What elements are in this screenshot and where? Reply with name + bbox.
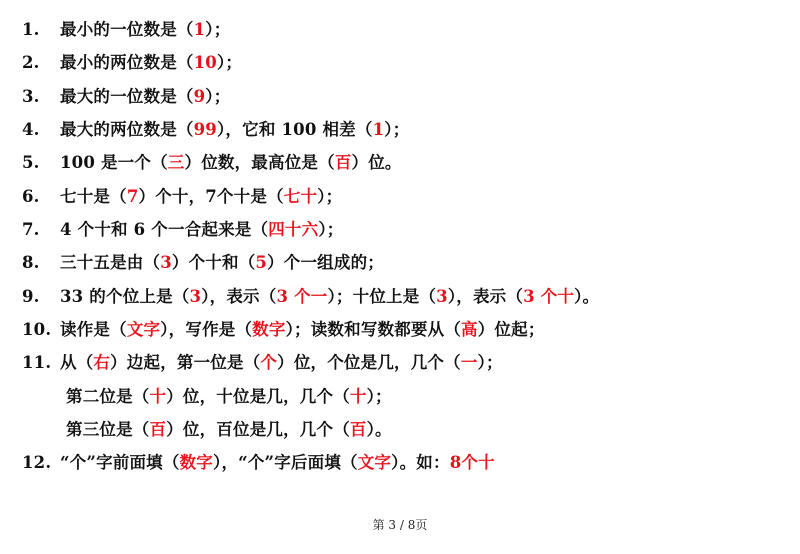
- question-text: ）；十位上是（: [327, 287, 437, 306]
- answer-text: 个: [260, 353, 278, 372]
- question-number: 7.: [22, 220, 40, 239]
- question-number: 1.: [22, 20, 40, 39]
- question-text: ）；: [366, 387, 392, 406]
- question-number: 8.: [22, 253, 40, 272]
- question-text: ）位，个位是几，几个（: [277, 353, 461, 372]
- question-text: ）位数，最高位是（: [184, 153, 335, 172]
- answer-text: 高: [461, 320, 478, 339]
- question-text: ），写作是（: [160, 320, 253, 339]
- question-text: ）；: [318, 220, 344, 239]
- answer-text: 四十六: [268, 220, 319, 239]
- question-text: 读作是（: [60, 320, 127, 339]
- question-text: ）；: [205, 87, 231, 106]
- answer-text: 百: [349, 420, 367, 439]
- question-text: ）；: [205, 20, 231, 39]
- question-line: [66, 384, 392, 410]
- question-text: 最大的一位数是（: [60, 87, 194, 106]
- question-text: ）。: [366, 420, 392, 439]
- question-text: ）位，百位是几，几个（: [166, 420, 350, 439]
- answer-text: 数字: [179, 453, 213, 472]
- question-number: 10.: [22, 320, 52, 339]
- answer-text: 3: [189, 287, 202, 306]
- question-line: [66, 417, 392, 443]
- answer-text: 三: [167, 153, 185, 172]
- question-line: [22, 50, 242, 76]
- question-line: [22, 450, 495, 476]
- question-number: 9.: [22, 287, 40, 306]
- question-line: [22, 350, 503, 376]
- question-number: 11.: [22, 353, 52, 372]
- question-number: 4.: [22, 120, 40, 139]
- question-text: ）。: [574, 287, 600, 306]
- answer-text: 1: [193, 20, 206, 39]
- answer-text: 10: [193, 53, 217, 72]
- question-line: [22, 250, 384, 276]
- answer-text: 1: [372, 120, 385, 139]
- answer-text: 3 个十: [523, 287, 575, 306]
- answer-text: 99: [193, 120, 217, 139]
- question-number: 3.: [22, 87, 40, 106]
- question-text: “个”字前面填（: [60, 453, 180, 472]
- question-text: ），“个”字后面填（: [213, 453, 358, 472]
- question-text: 最小的两位数是（: [60, 53, 194, 72]
- answer-text: 8个十: [449, 453, 495, 472]
- answer-text: 文字: [126, 320, 161, 339]
- question-line: [22, 17, 230, 43]
- question-text: ）位。: [351, 153, 402, 172]
- question-text: 从（: [60, 353, 94, 372]
- answer-text: 十: [349, 387, 367, 406]
- question-text: ），表示（: [201, 287, 277, 306]
- question-text: 33 的个位上是（: [60, 287, 190, 306]
- question-text: ）；: [317, 187, 343, 206]
- question-text: 七十是（: [60, 187, 127, 206]
- question-line: [22, 317, 545, 343]
- answer-text: 百: [149, 420, 167, 439]
- question-text: 最大的两位数是（: [60, 120, 194, 139]
- question-text: ）位起；: [477, 320, 545, 339]
- answer-text: 文字: [357, 453, 392, 472]
- question-line: [22, 184, 342, 210]
- question-line: [22, 84, 230, 110]
- question-text: ）个一组成的；: [267, 253, 384, 272]
- answer-text: 七十: [283, 187, 318, 206]
- question-line: [22, 150, 402, 176]
- answer-text: 十: [149, 387, 167, 406]
- question-number: 6.: [22, 187, 40, 206]
- question-text: ）；读数和写数都要从（: [285, 320, 462, 339]
- question-text: ）个十和（: [171, 253, 256, 272]
- question-text: ）个十，7个十是（: [138, 187, 284, 206]
- question-text: 第二位是（: [66, 387, 150, 406]
- answer-text: 一: [460, 353, 478, 372]
- question-text: ）边起，第一位是（: [110, 353, 261, 372]
- question-text: ）；: [216, 53, 243, 72]
- question-text: 4 个十和 6 个一合起来是（: [60, 220, 269, 239]
- question-text: ）；: [384, 120, 410, 139]
- page-footer: 第 3 / 8页: [372, 518, 428, 532]
- question-text: ），它和 100 相差（: [216, 120, 373, 139]
- question-line: [22, 217, 343, 243]
- question-text: ），表示（: [447, 287, 524, 306]
- question-text: ）。如：: [391, 453, 450, 472]
- answer-text: 3 个一: [276, 287, 328, 306]
- question-text: 第三位是（: [66, 420, 150, 439]
- answer-text: 右: [93, 353, 111, 372]
- question-line: [22, 284, 599, 310]
- question-text: ）；: [477, 353, 503, 372]
- question-number: 5.: [22, 153, 40, 172]
- answer-text: 百: [334, 153, 352, 172]
- question-number: 2.: [22, 53, 40, 72]
- answer-text: 3: [436, 287, 448, 306]
- answer-text: 9: [193, 87, 206, 106]
- question-text: ）位，十位是几，几个（: [166, 387, 350, 406]
- answer-text: 7: [126, 187, 139, 206]
- question-text: 最小的一位数是（: [60, 20, 194, 39]
- answer-text: 5: [255, 253, 268, 272]
- answer-text: 3: [160, 253, 172, 272]
- question-text: 三十五是由（: [60, 253, 161, 272]
- answer-text: 数字: [252, 320, 286, 339]
- question-number: 12.: [22, 453, 52, 472]
- question-line: [22, 117, 409, 143]
- question-text: 100 是一个（: [60, 153, 168, 172]
